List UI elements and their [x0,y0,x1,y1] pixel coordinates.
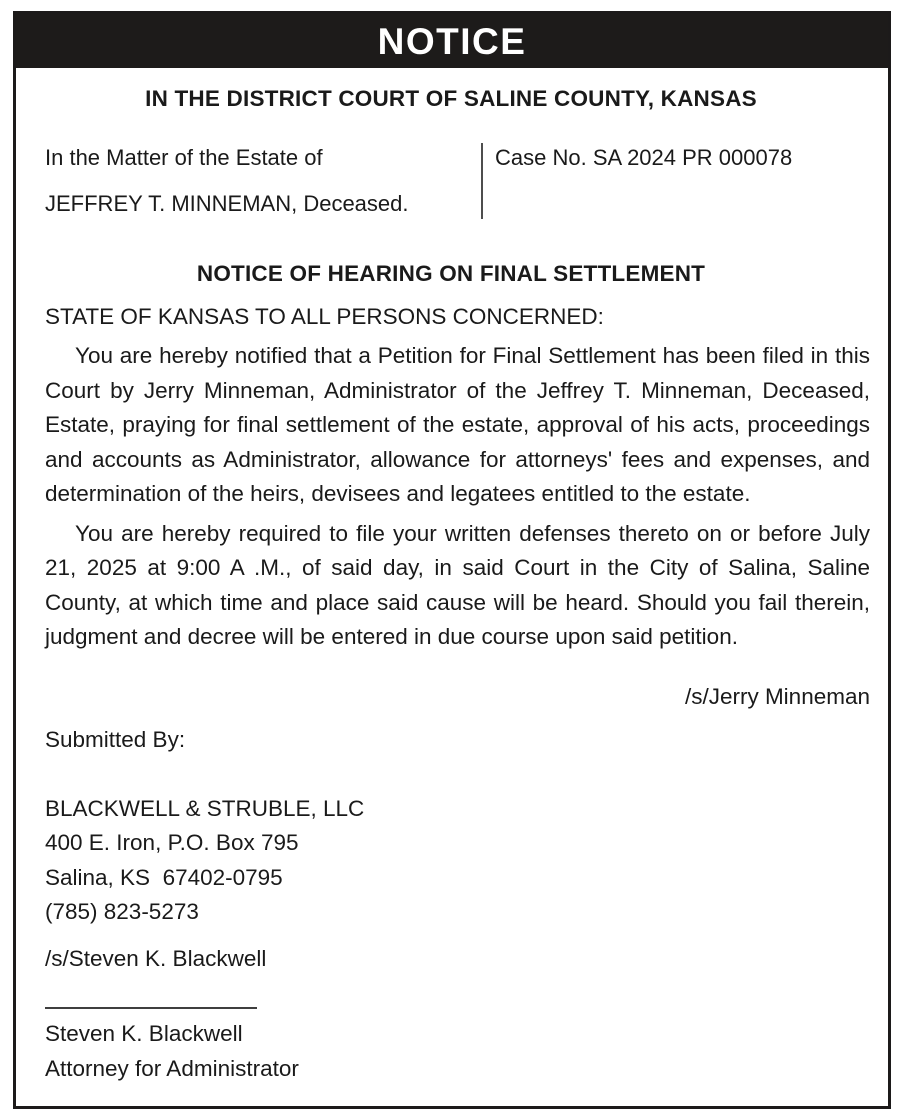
decedent-line: JEFFREY T. MINNEMAN, Deceased. [45,191,409,216]
salutation-line: STATE OF KANSAS TO ALL PERSONS CONCERNED: [45,304,604,329]
attorney-title: Attorney for Administrator [45,1055,299,1081]
matter-line: In the Matter of the Estate of [45,145,323,170]
law-firm-block [45,792,870,930]
attorney-signature: /s/Steven K. Blackwell [45,945,267,971]
signature-line [45,1007,257,1009]
firm-address-line1: 400 E. Iron, P.O. Box 795 [45,830,299,855]
firm-address-line2: Salina, KS 67402-0795 [45,864,283,890]
court-header: IN THE DISTRICT COURT OF SALINE COUNTY, KANSAS [145,86,757,111]
case-caption [45,143,870,219]
firm-phone: (785) 823-5273 [45,899,199,924]
administrator-signature: /s/Jerry Minneman [684,683,870,709]
hearing-title: NOTICE OF HEARING ON FINAL SETTLEMENT [196,261,706,286]
legal-notice-document [13,11,891,1109]
case-caption-matter [45,143,481,219]
notice-paragraph-1: You are hereby notified that a Petition for Final Settlement has been filed in this Court by Jerry Minneman, Administrator of the Jeffrey T. Minneman, Deceased, Estate, praying for final settlement of the estate, approval of his acts, proceedings and accounts as Administrator, allowance for attorneys' fees and expenses, and determination of the heirs, devisees and legatees entitled to the estate. [45,343,870,506]
notice-banner-title: NOTICE [377,20,527,62]
submitted-by-label: Submitted By: [45,726,186,752]
attorney-name: Steven K. Blackwell [45,1020,243,1046]
case-number: Case No. SA 2024 PR 000078 [495,145,793,170]
notice-banner [16,14,888,68]
notice-paragraph-2: You are hereby required to file your written defenses thereto on or before July 21, 2025 at 9:00 A .M., of said day, in said Court in the City of Salina, Saline County, at which time and place said cause will be heard. Should you fail therein, judgment and decree will be entered in due course upon said petition. [45,520,870,649]
notice-content [16,82,888,1106]
case-caption-number-cell [481,143,870,219]
firm-name: BLACKWELL & STRUBLE, LLC [45,795,365,821]
